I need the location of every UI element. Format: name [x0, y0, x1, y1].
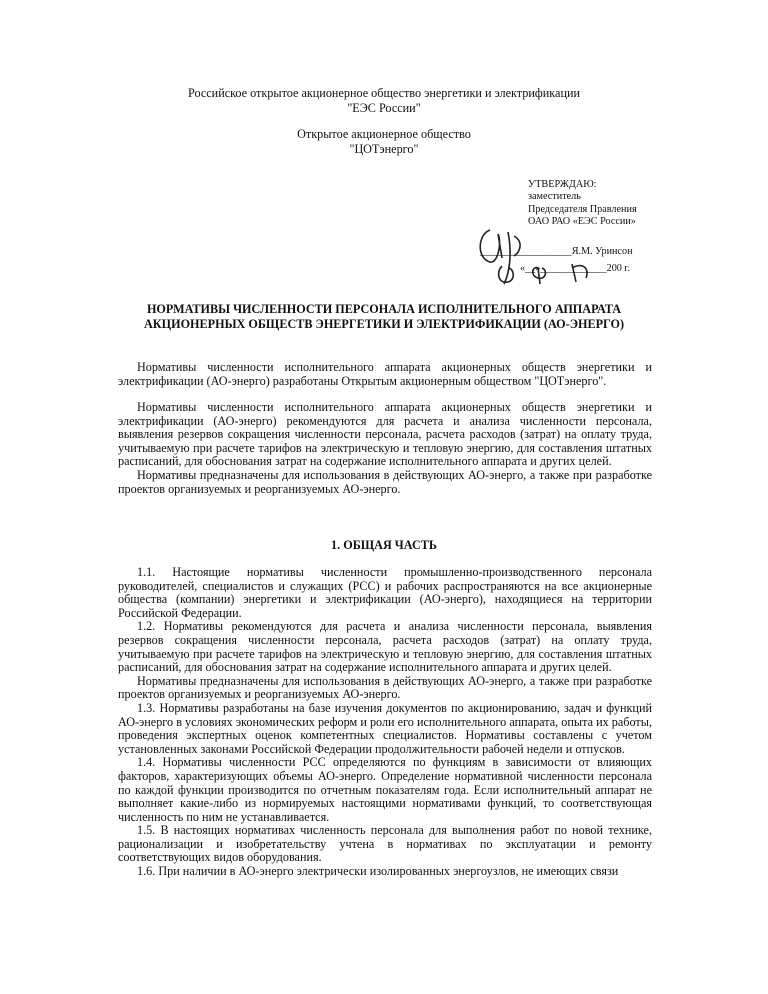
title-line1: НОРМАТИВЫ ЧИСЛЕННОСТИ ПЕРСОНАЛА ИСПОЛНИТЕЛЬНОГО АППАРАТА — [146, 302, 622, 316]
clause-1-2-note: Нормативы предназначены для использования в действующих АО-энерго, а также при разработке проектов организуемых и реорганизуемых АО-энерго. — [118, 673, 652, 702]
clause-1-5: 1.5. В настоящих нормативах численность персонала для выполнения работ по новой технике, рационализации и изобретательству учтена в нормативах по эксплуатации и ремонту соответствующих видов оборудования. — [118, 823, 652, 865]
approval-date-line: «__»_____________200 г. — [520, 263, 630, 274]
intro-paragraph-1 — [118, 361, 652, 388]
org2-name — [0, 127, 768, 156]
document-title — [0, 302, 768, 331]
title-line2: АКЦИОНЕРНЫХ ОБЩЕСТВ ЭНЕРГЕТИКИ И ЭЛЕКТРИФИКАЦИИ (АО-ЭНЕРГО) — [143, 316, 625, 331]
section1-body — [118, 566, 652, 879]
intro-text-2: Нормативы численности исполнительного аппарата акционерных обществ энергетики и электрификации (АО-энерго) рекомендуются для расчета и анализа численности персонала, выявления резервов сокращения численности персонала, расчета расходов (затрат) на оплату труда, учитываемую при расчете тарифов на электрическую и тепловую энергию, для составления штатных расписаний, для обоснования затрат на содержание исполнительного аппарата и других целей. — [118, 400, 652, 469]
intro-text-3: Нормативы предназначены для использования в действующих АО-энерго, а также при разработке проектов организуемых и реорганизуемых АО-энерго. — [118, 467, 652, 496]
org1-line2: "ЕЭС России" — [347, 100, 421, 115]
clause-1-4: 1.4. Нормативы численности РСС определяются по функциям в зависимости от влияющих факторов, характеризующих объемы АО-энерго. Определение нормативной численности персонала по каждой функции производится по отчетным показателям года. Если исполнительный аппарат не выполняет какие-либо из нормируемых настоящими нормативами функций, то соответствующая численность по ним не устанавливается. — [118, 755, 652, 824]
org1-line1: Российское открытое акционерное общество энергетики и электрификации — [187, 86, 581, 100]
org1-name — [0, 86, 768, 115]
org2-line2: "ЦОТэнерго" — [349, 141, 419, 156]
approval-line1: УТВЕРЖДАЮ: — [528, 179, 597, 190]
approval-line4: ОАО РАО «ЕЭС России» — [528, 215, 636, 227]
intro-text-1: Нормативы численности исполнительного аппарата акционерных обществ энергетики и электрификации (АО-энерго) разработаны Открытым акционерным обществом "ЦОТэнерго". — [118, 360, 652, 388]
approval-line2: заместитель — [528, 191, 581, 203]
approver-name-line: __________________Я.М. Уринсон — [480, 246, 633, 257]
approval-line3: Председателя Правления — [528, 203, 637, 215]
section-heading: 1. ОБЩАЯ ЧАСТЬ — [331, 538, 437, 552]
handwritten-signature — [468, 222, 628, 292]
clause-1-2: 1.2. Нормативы рекомендуются для расчета и анализа численности персонала, выявления резервов сокращения численности персонала, расчета расходов (затрат) на оплату труда, учитываемую при расчете тарифов на электрическую и тепловую энергию, для составления штатных расписаний, для обоснования затрат на содержание исполнительного аппарата и других целей. — [118, 619, 652, 675]
org2-line1: Открытое акционерное общество — [297, 127, 471, 141]
clause-1-6: 1.6. При наличии в АО-энерго электрически изолированных энергоузлов, не имеющих связи — [137, 864, 619, 879]
intro-paragraph-2 — [118, 401, 652, 496]
clause-1-1: 1.1. Настоящие нормативы численности промышленно-производственного персонала руководителей, специалистов и служащих (РСС) и рабочих распространяются на все акционерные общества (компании) энергетики и электрификации (АО-энерго), находящиеся на территории Российской Федерации. — [118, 565, 652, 620]
approval-block — [528, 179, 668, 228]
clause-1-3: 1.3. Нормативы разработаны на базе изучения документов по акционированию, задач и функций АО-энерго в условиях экономических реформ и роли его исполнительного аппарата, опыта их работы, проведения экспертных оценок компетентных специалистов. Нормативы составлены с учетом установленных законами Российской Федерации продолжительности рабочей недели и отпусков. — [118, 700, 652, 756]
